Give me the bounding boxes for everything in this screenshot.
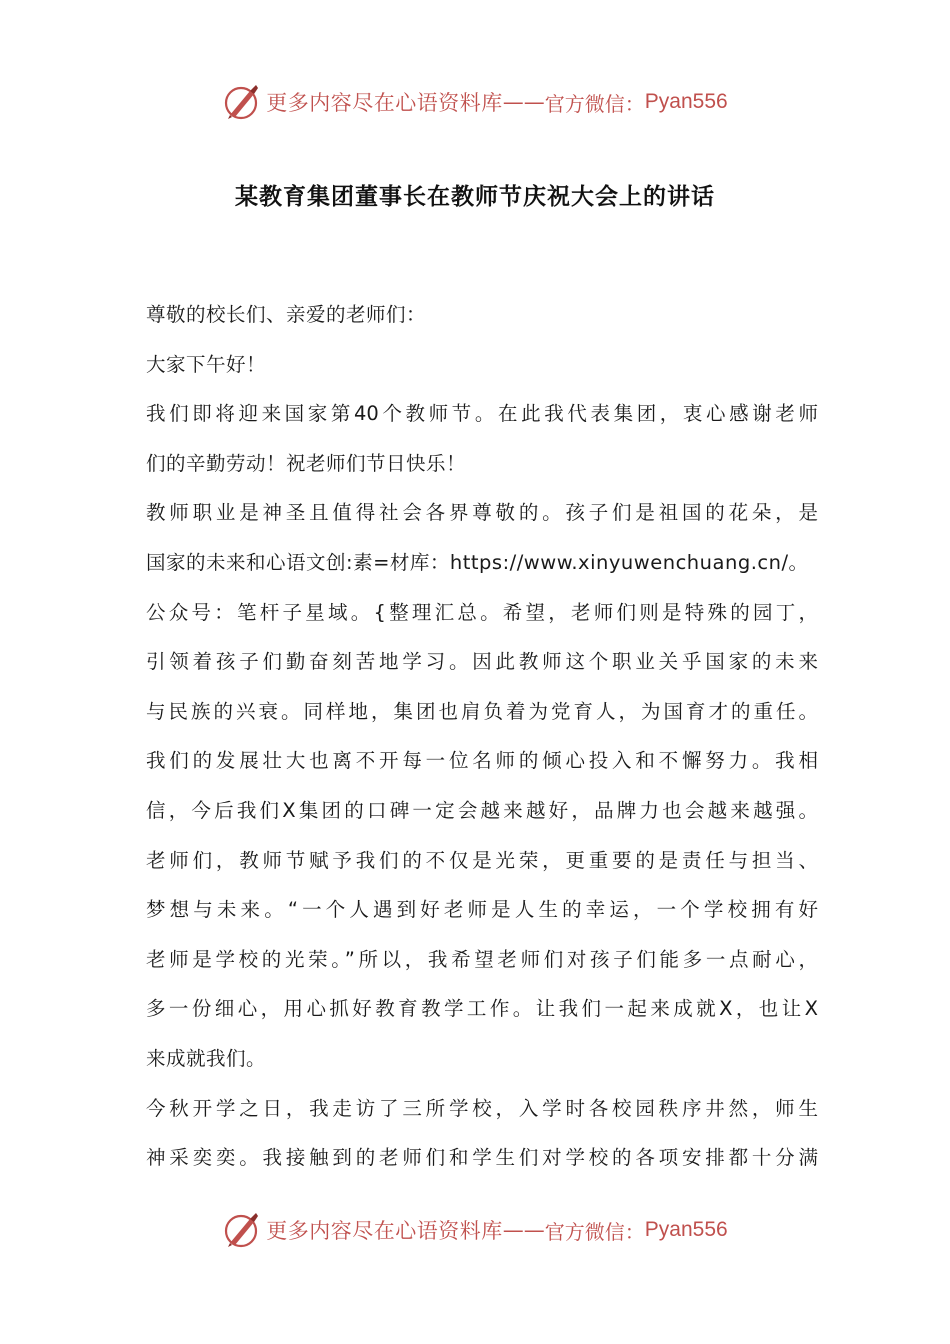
footer-banner [0,1208,950,1252]
body-line: 公众号：笔杆子星域。{整理汇总。希望，老师们则是特殊的园丁， [146,600,818,624]
document-body [146,290,818,1183]
body-line: 神采奕奕。我接触到的老师们和学生们对学校的各项安排都十分满 [146,1146,818,1170]
body-line: 尊敬的校长们、亲爱的老师们： [146,303,427,326]
banner-wechat-id: Pyan556 [644,1218,728,1241]
body-line: 来成就我们。 [146,1046,267,1070]
body-line: 信，今后我们X集团的口碑一定会越来越好，品牌力也会越来越强。 [146,798,818,822]
body-line: 引领着孩子们勤奋刻苦地学习。因此教师这个职业关乎国家的未来 [146,650,818,674]
banner-wechat-label: 官方微信： [544,91,645,116]
banner-text: 更多内容尽在心语资料库 [266,91,503,115]
banner-wechat-id: Pyan556 [644,90,728,113]
body-line: 老师是学校的光荣。”所以，我希望老师们对孩子们能多一点耐心， [146,947,818,971]
body-line: 我们即将迎来国家第40个教师节。在此我代表集团，衷心感谢老师 [146,402,818,426]
body-line: 我们的发展壮大也离不开每一位名师的倾心投入和不懈努力。我相 [146,749,818,773]
pen-logo-icon [222,1210,262,1250]
body-line: 教师职业是神圣且值得社会各界尊敬的。孩子们是祖国的花朵，是 [146,501,818,525]
pen-logo-icon [222,82,262,122]
body-line: 国家的未来和心语文创:素=材库：https://www.xinyuwenchuang.cn/。 [146,550,809,574]
body-line: 今秋开学之日，我走访了三所学校，入学时各校园秩序井然，师生 [146,1096,818,1120]
body-line: 大家下午好！ [146,352,267,376]
body-line: 老师们，教师节赋予我们的不仅是光荣，更重要的是责任与担当、 [146,848,818,872]
body-line: 多一份细心，用心抓好教育教学工作。让我们一起来成就X，也让X [146,997,818,1021]
body-line: 梦想与未来。“一个人遇到好老师是人生的幸运，一个学校拥有好 [146,898,818,922]
header-banner [0,80,950,124]
banner-wechat-label: 官方微信： [544,1219,645,1244]
banner-separator: —— [502,90,545,114]
body-line: 们的辛勤劳动！祝老师们节日快乐！ [146,451,467,475]
banner-separator: —— [502,1218,545,1242]
body-line: 与民族的兴衰。同样地，集团也肩负着为党育人，为国育才的重任。 [146,699,818,723]
banner-text: 更多内容尽在心语资料库 [266,1219,503,1243]
document-title: 某教育集团董事长在教师节庆祝大会上的讲话 [235,183,715,210]
